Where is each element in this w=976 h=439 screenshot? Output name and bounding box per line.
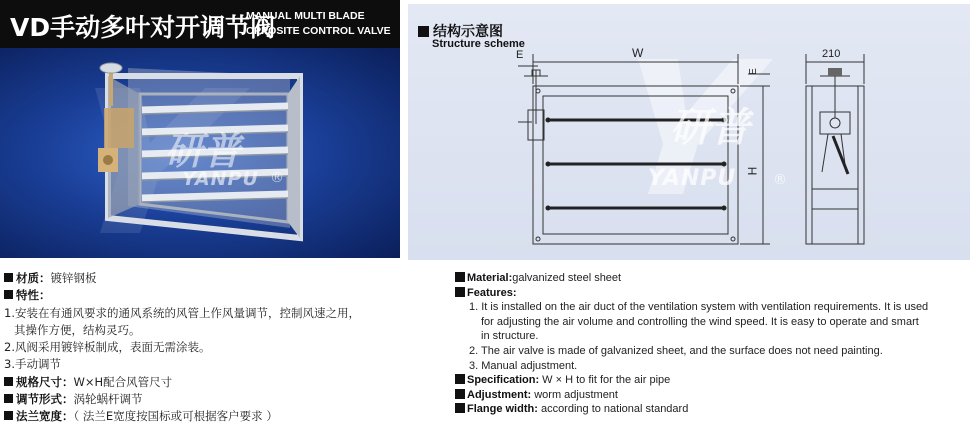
adjust-label-en: Adjustment: [467, 388, 532, 401]
dimension-label-210: 210 [822, 48, 841, 60]
product-photo [0, 48, 400, 258]
adjust-value-cn: 涡轮蜗杆调节 [73, 392, 143, 407]
product-title-en-line1: MANUAL MULTI BLADE [246, 10, 365, 22]
material-value-en: galvanized steel sheet [512, 272, 622, 284]
photo-logo-en: YANPU [182, 168, 259, 190]
square-bullet-icon [455, 374, 465, 384]
flange-row-en [455, 402, 975, 417]
dimension-label-w: W [632, 46, 644, 60]
feature1-line1-cn: 1.安装在有通风要求的通风系统的风管上作风量调节，控制风速之用， [4, 305, 360, 320]
material-value-cn: 镀锌钢板 [50, 271, 97, 285]
product-title-en [246, 9, 391, 39]
square-bullet-icon [455, 287, 465, 297]
flange-row-cn [4, 408, 424, 425]
features-row-en [455, 286, 975, 301]
photo-logo-cn: 研普 [165, 129, 242, 173]
product-title-cn: VD手动多叶对开调节阀 [10, 13, 276, 42]
square-bullet-icon [4, 394, 13, 403]
diagram-watermark-registered: ® [773, 172, 787, 188]
dimension-label-h: H [745, 166, 760, 176]
feature1-line2-en: for adjusting the air volume and controlling the wind speed. It is easy to operate and smart [481, 315, 919, 328]
square-bullet-icon [455, 272, 465, 282]
features-row-cn [4, 287, 424, 304]
title-bar [0, 0, 400, 48]
flange-label-en: Flange width: [467, 403, 538, 416]
diagram-heading-text: 结构示意图 [433, 24, 503, 40]
diagram-watermark-cn: 研普 [670, 105, 750, 151]
spec-row-en [455, 373, 975, 388]
features-label-cn: 特性： [16, 288, 51, 303]
square-bullet-icon [4, 273, 13, 282]
spec-value-en: W × H to fit for the air pipe [539, 374, 671, 387]
spec-block-en [455, 271, 975, 417]
flange-value-en: according to national standard [537, 403, 689, 416]
material-label-en: Material: [467, 272, 513, 284]
dimension-label-e-side: E [747, 68, 759, 75]
feature3-cn: 3.手动调节 [4, 357, 61, 372]
spec-label-en: Specification: [467, 374, 540, 387]
adjust-row-en [455, 388, 975, 403]
feature2-cn: 2.风阀采用镀锌板制成，表面无需涂装。 [4, 340, 211, 355]
photo-registered-mark: ® [270, 170, 284, 186]
spec-value-cn: W×H配合风管尺寸 [73, 374, 173, 389]
structure-diagram-panel [408, 4, 970, 260]
square-bullet-icon [455, 403, 465, 413]
spec-label-cn: 规格尺寸： [16, 374, 74, 389]
square-bullet-icon [4, 290, 13, 299]
feature2-en: 2. The air valve is made of galvanized sheet, and the surface does not need painting. [469, 344, 883, 357]
material-label-cn: 材质： [16, 271, 51, 285]
spec-block-cn [4, 270, 424, 426]
diagram-watermark-en: YANPU [648, 166, 737, 191]
spec-row-cn [4, 374, 424, 391]
feature1-line2-cn: 其操作方便，结构灵巧。 [14, 322, 141, 337]
square-bullet-icon [4, 411, 13, 420]
square-bullet-icon [455, 389, 465, 399]
adjust-value-en: worm adjustment [531, 388, 618, 401]
adjust-label-cn: 调节形式： [16, 392, 74, 407]
square-bullet-icon [4, 377, 13, 386]
flange-label-cn: 法兰宽度： [16, 409, 74, 424]
flange-value-cn: （ 法兰E宽度按国标或可根据客户要求 ） [73, 409, 278, 424]
square-bullet-icon [418, 26, 429, 37]
material-row-cn [4, 270, 424, 287]
dimension-label-e-top: E [516, 49, 524, 61]
product-title-en-line2: OPPOSITE CONTROL VALVE [246, 25, 391, 37]
features-label-en: Features: [467, 286, 517, 299]
feature1-line3-en: in structure. [481, 330, 539, 343]
material-row-en [455, 271, 975, 286]
feature3-en: 3. Manual adjustment. [469, 359, 578, 372]
feature1-line1-en: 1. It is installed on the air duct of the ventilation system with ventilation requirements. It is used [469, 301, 929, 314]
diagram-subheading: Structure scheme [432, 38, 525, 50]
adjust-row-cn [4, 391, 424, 408]
